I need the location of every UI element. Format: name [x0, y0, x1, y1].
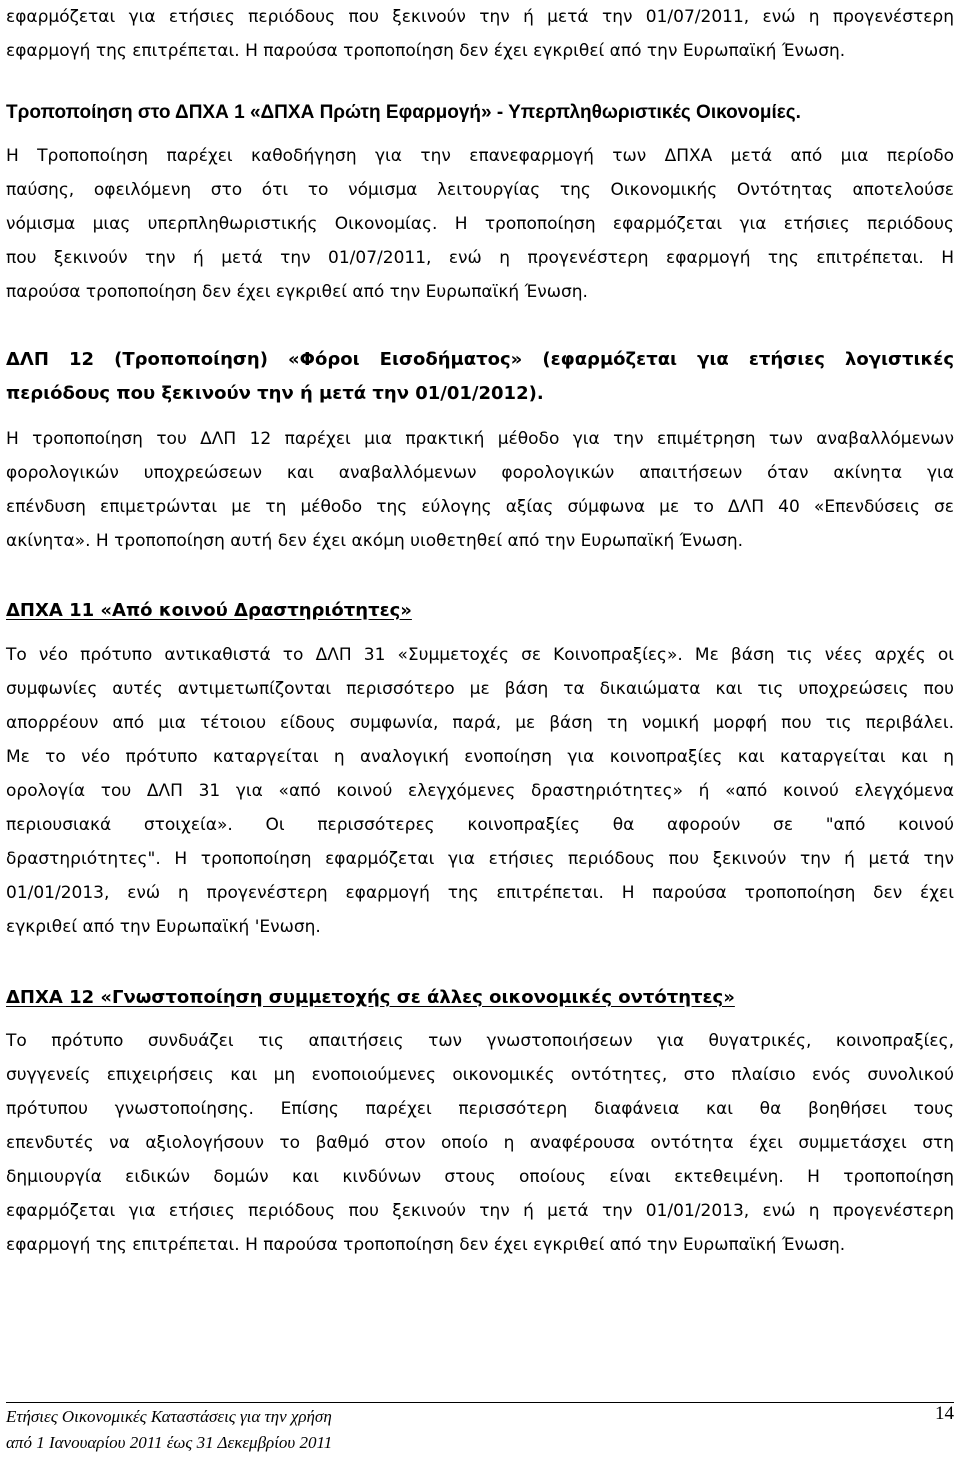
text-line: 01/01/2013, ενώ η προγενέστερη εφαρμογή της επιτρέπεται. Η παρούσα τροποποίηση δεν έχει: [6, 883, 954, 903]
section-heading-ias12: [6, 343, 954, 411]
heading-line: περιόδους που ξεκινούν την ή μετά την 01/01/2012).: [6, 383, 544, 404]
footer-title: Ετήσιες Οικονομικές Καταστάσεις για την χρήση: [6, 1407, 332, 1426]
text-line: επενδυτές να αξιολογήσουν το βαθμό στον οποίο η αναφέρουσα οντότητα έχει συμμετάσχει στη: [6, 1133, 954, 1153]
page-footer: [6, 1402, 954, 1455]
text-line: Το πρότυπο συνδυάζει τις απαιτήσεις των γνωστοποιήσεων για θυγατρικές, κοινοπραξίες,: [6, 1031, 954, 1051]
heading-line: ΔΛΠ 12 (Τροποποίηση) «Φόροι Εισοδήματος» (εφαρμόζεται για ετήσιες λογιστικές: [6, 349, 954, 370]
section-heading-ifrs12: [6, 981, 954, 1015]
text-line: εφαρμόζεται για ετήσιες περιόδους που ξεκινούν την ή μετά την 01/01/2013, ενώ η προγενέστερη: [6, 1201, 954, 1221]
text-line: ορολογία του ΔΛΠ 31 για «από κοινού ελεγχόμενες δραστηριότητες» ή «από κοινού ελεγχόμενα: [6, 781, 954, 801]
text-line: ακίνητα». Η τροποποίηση αυτή δεν έχει ακόμη υιοθετηθεί από την Ευρωπαϊκή Ένωση.: [6, 531, 744, 551]
footer-period: από 1 Ιανουαρίου 2011 έως 31 Δεκεμβρίου 2011: [6, 1433, 333, 1452]
text-line: περιουσιακά στοιχεία». Οι περισσότερες κοινοπραξίες θα αφορούν σε "από κοινού: [6, 815, 954, 835]
text-line: παρούσα τροποποίηση δεν έχει εγκριθεί από την Ευρωπαϊκή Ένωση.: [6, 282, 588, 302]
intro-paragraph: [6, 0, 954, 68]
text-line: φορολογικών υποχρεώσεων και αναβαλλόμενων φορολογικών απαιτήσεων όταν ακίνητα για: [6, 463, 954, 483]
text-line: δημιουργία ειδικών δομών και κινδύνων στους οποίους είναι εκτεθειμένη. Η τροποποίηση: [6, 1167, 954, 1187]
text-line: εφαρμογή της επιτρέπεται. Η παρούσα τροποποίηση δεν έχει εγκριθεί από την Ευρωπαϊκή Ένωση.: [6, 41, 846, 61]
text-line: Με το νέο πρότυπο καταργείται η αναλογική ενοποίηση για κοινοπραξίες και καταργείται και η: [6, 747, 954, 767]
text-line: εφαρμογή της επιτρέπεται. Η παρούσα τροποποίηση δεν έχει εγκριθεί από την Ευρωπαϊκή Ένωση.: [6, 1235, 846, 1255]
section-paragraph-ias12: [6, 422, 954, 558]
section-heading-ifrs11: [6, 594, 954, 628]
text-line: εγκριθεί από την Ευρωπαϊκή 'Ενωση.: [6, 917, 321, 937]
text-line: συγγενείς επιχειρήσεις και μη ενοποιούμενες οικονομικές οντότητες, στο πλαίσιο ενός συνολικού: [6, 1065, 954, 1085]
text-line: εφαρμόζεται για ετήσιες περιόδους που ξεκινούν την ή μετά την 01/07/2011, ενώ η προγενέστερη: [6, 7, 954, 27]
text-line: Η τροποποίηση του ΔΛΠ 12 παρέχει μια πρακτική μέθοδο για την επιμέτρηση των αναβαλλόμενων: [6, 429, 954, 449]
section-heading-ifrs1: Τροποποίηση στο ΔΠΧΑ 1 «ΔΠΧΑ Πρώτη Εφαρμογή» - Υπερπληθωριστικές Οικονομίες.: [6, 102, 801, 123]
heading-text: ΔΠΧΑ 11 «Από κοινού Δραστηριότητες»: [6, 600, 412, 621]
text-line: Το νέο πρότυπο αντικαθιστά το ΔΛΠ 31 «Συμμετοχές σε Κοινοπραξίες». Με βάση τις νέες αρχές οι: [6, 645, 954, 665]
text-line: απορρέουν από μια τέτοιου είδους συμφωνία, παρά, με βάση τη νομική μορφή που τις περιβάλει.: [6, 713, 954, 733]
text-line: επένδυση επιμετρώνται με τη μέθοδο της εύλογης αξίας σύμφωνα με το ΔΛΠ 40 «Επενδύσεις σε: [6, 497, 954, 517]
text-line: που ξεκινούν την ή μετά την 01/07/2011, ενώ η προγενέστερη εφαρμογή της επιτρέπεται. Η: [6, 248, 954, 268]
text-line: δραστηριότητες". Η τροποποίηση εφαρμόζεται για ετήσιες περιόδους που ξεκινούν την ή μετά την: [6, 849, 954, 869]
text-line: παύσης, οφειλόμενη στο ότι το νόμισμα λειτουργίας της Οικονομικής Οντότητας αποτελούσε: [6, 180, 954, 200]
text-line: πρότυπου γνωστοποίησης. Επίσης παρέχει περισσότερη διαφάνεια και θα βοηθήσει τους: [6, 1099, 954, 1119]
text-line: νόμισμα μιας υπερπληθωριστικής Οικονομίας. Η τροποποίηση εφαρμόζεται για ετήσιες περιόδους: [6, 214, 954, 234]
page-number: 14: [935, 1403, 954, 1424]
section-paragraph-ifrs1: [6, 139, 954, 309]
section-paragraph-ifrs12: [6, 1024, 954, 1262]
text-line: Η Τροποποίηση παρέχει καθοδήγηση για την επανεφαρμογή των ΔΠΧΑ μετά από μια περίοδο: [6, 146, 954, 166]
text-line: συμφωνίες αυτές αντιμετωπίζονται περισσότερο με βάση τα δικαιώματα και τις υποχρεώσεις που: [6, 679, 954, 699]
heading-text: ΔΠΧΑ 12 «Γνωστοποίηση συμμετοχής σε άλλες οικονομικές οντότητες»: [6, 987, 735, 1008]
section-paragraph-ifrs11: [6, 638, 954, 944]
